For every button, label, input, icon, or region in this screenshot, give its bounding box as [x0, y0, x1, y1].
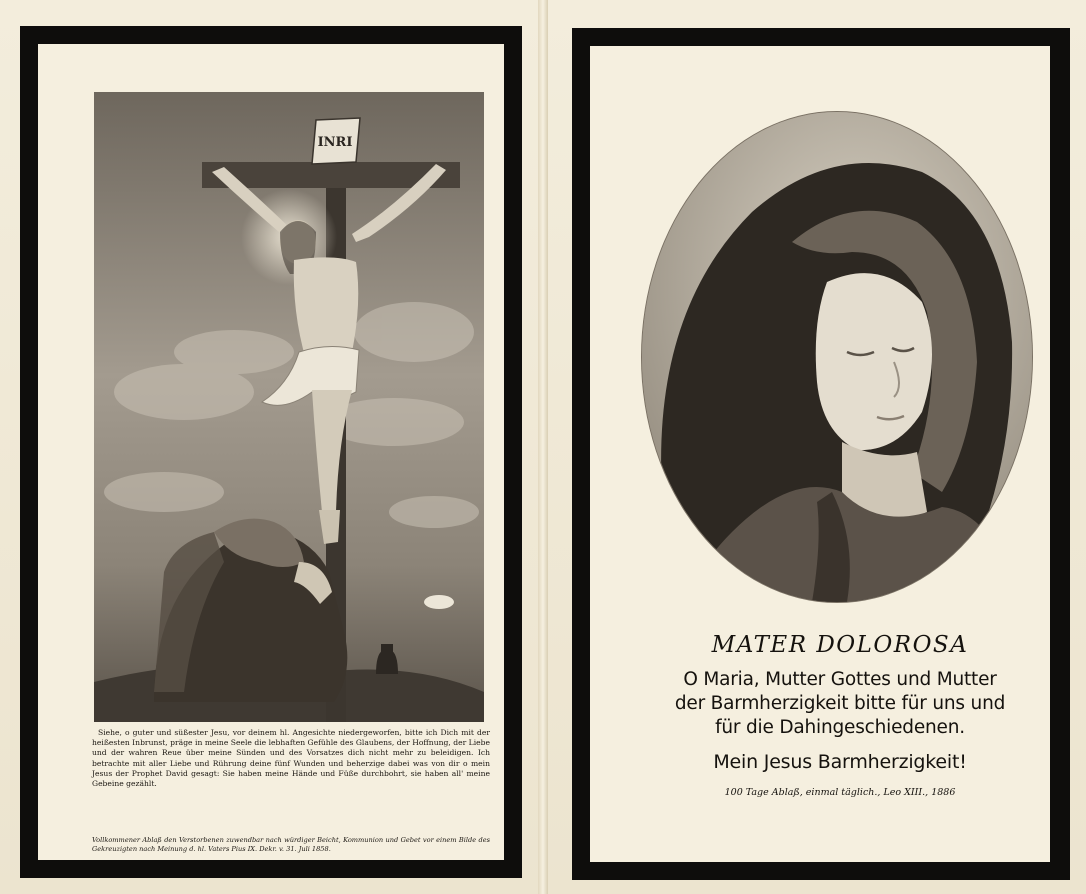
crucifix-image — [94, 92, 484, 722]
prayer-line-1: O Maria, Mutter Gottes und Mutter — [683, 669, 997, 690]
prayer-paragraph: Siehe, o guter und süßester Jesu, vor deinem hl. Angesichte niedergeworfen, bitte ich Dich mit der heißesten Inbrunst, präge in meine Seele die lebhaften Gefühle des Glaubens, der Hoffnung, der Liebe und der wahren Reue über meine Sünden und des Vorsatzes dich nicht mehr zu beleidigen. Ich betrachte mit aller Liebe und Rührung deine fünf Wunden und beherzige dabei was von dir o mein Jesus der Prophet David gesagt: Sie haben meine Hände und Füße durchbohrt, sie haben all' meine Gebeine gezählt. — [92, 728, 490, 789]
invocation: Mein Jesus Barmherzigkeit! — [713, 751, 967, 773]
prayer-line-3: für die Dahingeschiedenen. — [715, 717, 965, 738]
madonna-portrait-illustration — [642, 112, 1032, 602]
right-mourning-frame — [572, 28, 1070, 880]
moon — [424, 595, 454, 609]
inri-text: INRI — [317, 135, 353, 150]
indulgence-text: Vollkommener Ablaß den Verstorbenen zuwendbar nach würdiger Beicht, Kommunion und Gebet vor einem Bilde des Gekreuzigten nach Meinung d. hl. Vaters Pius IX. Dekr. v. 31. Juli 1858. — [92, 836, 490, 853]
christ-torso — [294, 257, 359, 360]
left-mourning-frame — [20, 26, 522, 878]
prayer-line-2: der Barmherzigkeit bitte für uns und — [674, 693, 1006, 714]
card-title: MATER DOLOROSA — [711, 632, 969, 658]
indulgence-note: 100 Tage Ablaß, einmal täglich., Leo XIII., 1886 — [724, 787, 956, 798]
prayer-text — [92, 728, 490, 789]
crucifixion-illustration — [94, 92, 484, 722]
mater-dolorosa-image — [642, 112, 1032, 602]
card-fold — [538, 0, 548, 894]
